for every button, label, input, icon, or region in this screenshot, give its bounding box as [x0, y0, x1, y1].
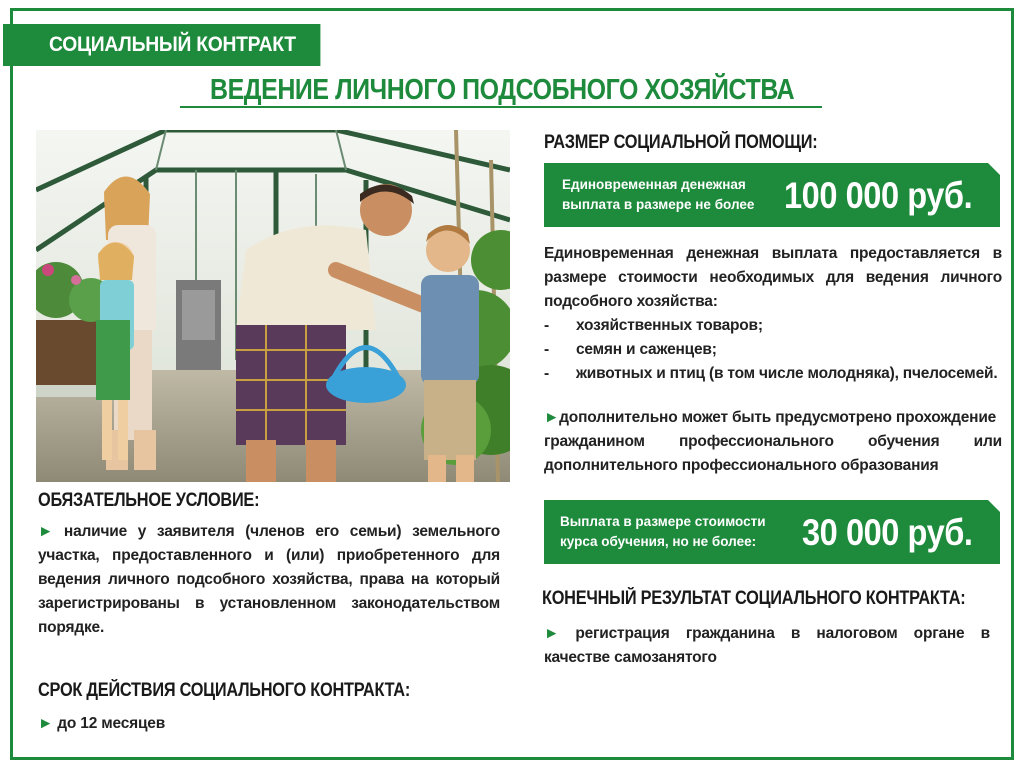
term-text: [38, 712, 165, 736]
greenhouse-family-photo: [36, 130, 510, 482]
list-marker: -: [544, 365, 549, 382]
arrow-bullet-icon: ►: [544, 625, 560, 642]
page-title-text: ВЕДЕНИЕ ЛИЧНОГО ПОДСОБНОГО ХОЗЯЙСТВА: [210, 74, 795, 106]
program-tag-label: СОЦИАЛЬНЫЙ КОНТРАКТ: [49, 33, 296, 56]
training-note: [544, 406, 1002, 478]
payment-box: [544, 163, 1000, 227]
condition-text: [38, 520, 500, 640]
list-marker: -: [544, 317, 549, 334]
payment-description: [544, 242, 1002, 386]
description-line2: размере стоимости необходимых для ведения личного: [544, 269, 1002, 286]
list-item-text: семян и саженцев;: [576, 341, 717, 358]
page-title: [180, 74, 830, 110]
arrow-bullet-icon: ►: [38, 523, 54, 540]
condition-line5: порядке.: [38, 619, 105, 636]
term-value: до 12 месяцев: [57, 715, 166, 732]
training-payment-box: [544, 500, 1000, 564]
payment-box-label-line2: выплата в размере не более: [562, 197, 755, 212]
term-heading: СРОК ДЕЙСТВИЯ СОЦИАЛЬНОГО КОНТРАКТА:: [38, 680, 411, 701]
description-line3: подсобного хозяйства:: [544, 293, 718, 310]
condition-line2: участка, предоставленного и (или) приобретенного для: [38, 547, 500, 564]
list-item: [544, 314, 1002, 338]
payment-amount: 100 000 руб.: [784, 175, 973, 216]
aid-size-heading: РАЗМЕР СОЦИАЛЬНОЙ ПОМОЩИ:: [544, 132, 818, 153]
training-note-line2: гражданином профессионального обучения или: [544, 433, 1002, 450]
payment-box-label-line1: Единовременная денежная: [562, 177, 746, 192]
result-line1: регистрация гражданина в налоговом органе в: [575, 625, 990, 642]
training-amount: 30 000 руб.: [802, 512, 973, 553]
condition-line4: зарегистрированы в установленном законодательством: [38, 595, 500, 612]
condition-line1: наличие у заявителя (членов его семьи) земельного: [63, 523, 500, 540]
list-marker: -: [544, 341, 549, 358]
list-item: [544, 362, 1002, 386]
result-line2: качестве самозанятого: [544, 649, 717, 666]
description-line1: Единовременная денежная выплата предоставляется в: [544, 245, 1002, 262]
training-box-label-line2: курса обучения, но не более:: [560, 534, 757, 549]
training-box-label-line1: Выплата в размере стоимости: [560, 514, 766, 529]
condition-heading: ОБЯЗАТЕЛЬНОЕ УСЛОВИЕ:: [38, 490, 260, 511]
list-item-text: животных и птиц (в том числе молодняка), пчелосемей.: [576, 365, 998, 382]
list-item: [544, 338, 1002, 362]
title-underline: [180, 106, 822, 108]
result-text: [544, 622, 990, 670]
arrow-bullet-icon: ►: [544, 409, 560, 426]
result-heading: КОНЕЧНЫЙ РЕЗУЛЬТАТ СОЦИАЛЬНОГО КОНТРАКТА:: [542, 588, 966, 609]
condition-line3: ведения личного подсобного хозяйства, права на который: [38, 571, 500, 588]
list-item-text: хозяйственных товаров;: [576, 317, 763, 334]
training-note-line3: дополнительного профессионального образования: [544, 457, 939, 474]
training-note-line1: дополнительно может быть предусмотрено прохождение: [559, 409, 997, 426]
arrow-bullet-icon: ►: [38, 715, 54, 732]
program-tag: [3, 24, 320, 66]
